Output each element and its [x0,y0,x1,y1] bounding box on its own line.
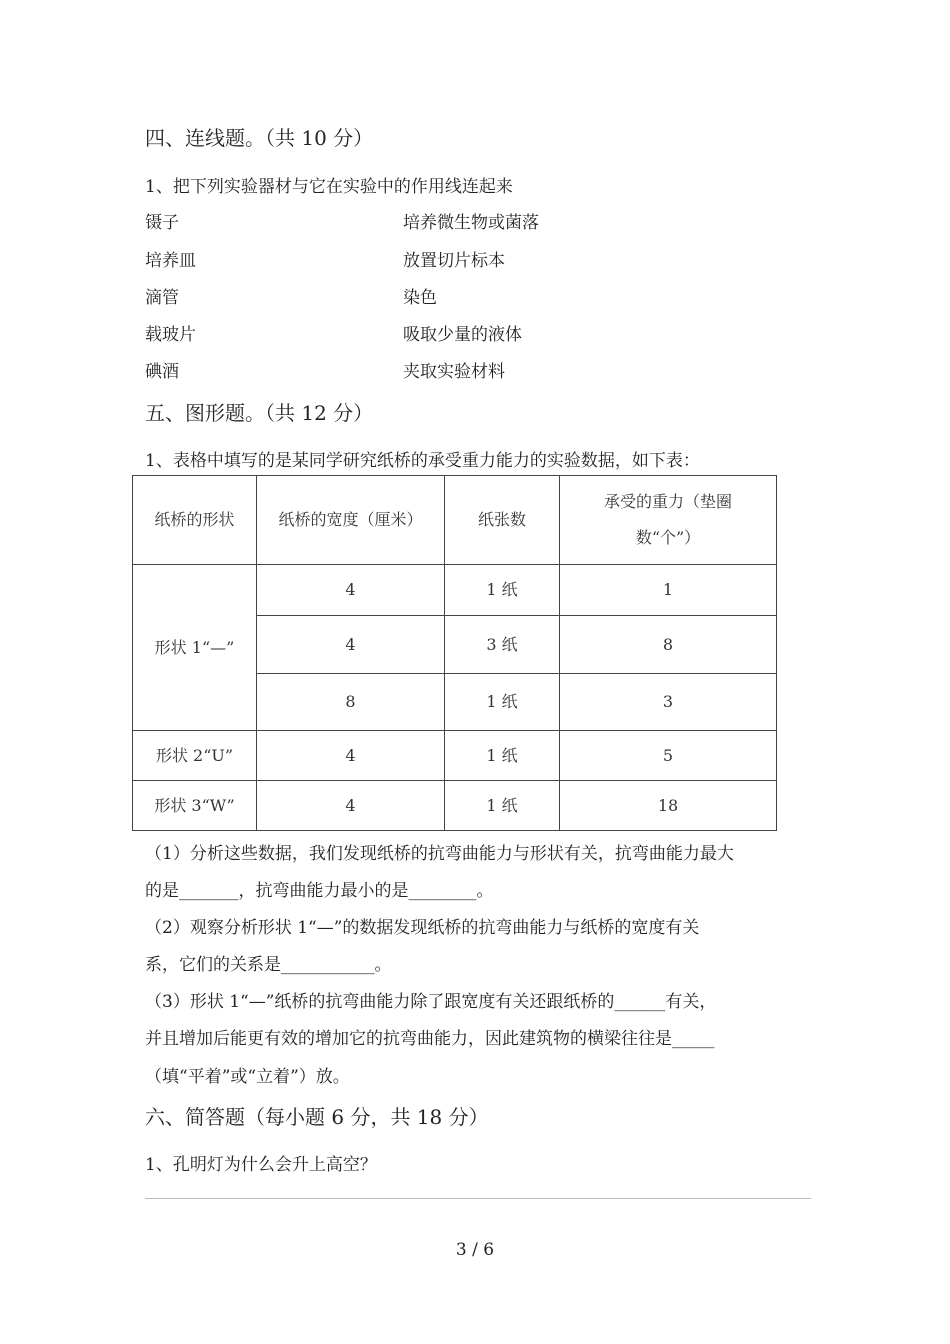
sub-question-3-end: （填“平着”或“立着”）放。 [145,1067,350,1087]
table-cell: 1 [560,565,777,616]
equipment-item: 培养皿 [145,251,196,271]
shape-cell: 形状 2“U” [133,731,257,781]
table-cell: 4 [257,781,445,831]
question-4-1: 1、把下列实验器材与它在实验中的作用线连起来 [145,177,513,197]
sub-question-3-cont: 并且增加后能更有效的增加它的抗弯曲能力，因此建筑物的横梁往往是_____ [145,1029,715,1049]
sub-question-1: （1）分析这些数据，我们发现纸桥的抗弯曲能力与形状有关，抗弯曲能力最大 [145,844,734,864]
function-item: 夹取实验材料 [403,362,505,382]
table-cell: 1 纸 [445,731,560,781]
sub-question-3: （3）形状 1“—”纸桥的抗弯曲能力除了跟宽度有关还跟纸桥的______有关， [145,992,717,1012]
table-cell: 5 [560,731,777,781]
experiment-table [132,475,777,831]
function-item: 吸取少量的液体 [403,325,522,345]
table-row [133,781,777,831]
question-5-1: 1、表格中填写的是某同学研究纸桥的承受重力能力的实验数据，如下表： [145,451,700,471]
table-cell: 4 [257,731,445,781]
table-cell: 4 [257,565,445,616]
section-4-title: 四、连线题。（共 10 分） [145,126,374,150]
table-row [133,565,777,616]
table-header: 纸桥的形状 [133,476,257,565]
function-item: 染色 [403,288,437,308]
table-header: 承受的重力（垫圈数“个”） [560,476,777,565]
shape-cell: 形状 1“—” [133,565,257,731]
table-cell: 8 [560,616,777,674]
equipment-item: 镊子 [145,213,179,233]
function-item: 培养微生物或菌落 [403,213,539,233]
table-row [133,731,777,781]
answer-line [145,1198,811,1199]
section-5-title: 五、图形题。（共 12 分） [145,401,374,425]
table-cell: 18 [560,781,777,831]
table-cell: 4 [257,616,445,674]
sub-question-2: （2）观察分析形状 1“—”的数据发现纸桥的抗弯曲能力与纸桥的宽度有关 [145,918,700,938]
table-header: 纸桥的宽度（厘米） [257,476,445,565]
table-cell: 1 纸 [445,674,560,731]
sub-question-2-cont: 系，它们的关系是___________。 [145,955,392,975]
table-cell: 3 纸 [445,616,560,674]
equipment-item: 碘酒 [145,362,179,382]
sub-question-1-cont: 的是_______，抗弯曲能力最小的是________。 [145,881,494,901]
table-header: 纸张数 [445,476,560,565]
page-number: 3 / 6 [455,1240,495,1260]
equipment-item: 滴管 [145,288,179,308]
table-cell: 1 纸 [445,781,560,831]
table-cell: 1 纸 [445,565,560,616]
shape-cell: 形状 3“W” [133,781,257,831]
table-cell: 8 [257,674,445,731]
question-6-1: 1、孔明灯为什么会升上高空？ [145,1155,377,1175]
table-cell: 3 [560,674,777,731]
function-item: 放置切片标本 [403,251,505,271]
equipment-item: 载玻片 [145,325,196,345]
section-6-title: 六、简答题（每小题 6 分，共 18 分） [145,1105,489,1129]
